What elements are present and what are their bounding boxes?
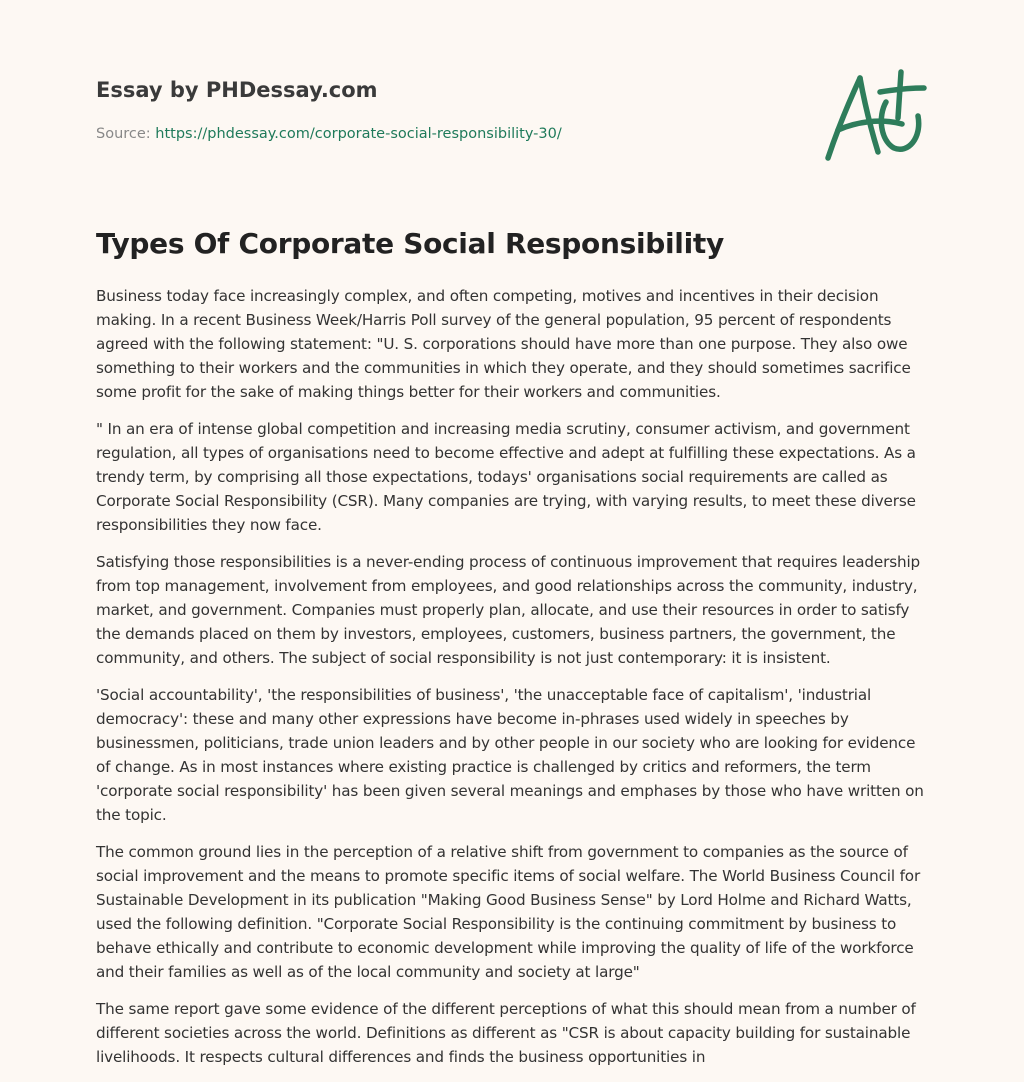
- essay-paragraph: " In an era of intense global competition and increasing media scrutiny, consumer activism, and government regulation, all types of organisations need to become effective and adept at fulfilling these expectations. As a trendy term, by comprising all those expectations, todays' organisations social requirements are called as Corporate Social Responsibility (CSR). Many companies are trying, with varying results, to meet these diverse responsibilities they now face.: [96, 420, 916, 534]
- source-link[interactable]: https://phdessay.com/corporate-social-responsibility-30/: [155, 126, 562, 142]
- essay-paragraph: The same report gave some evidence of the different perceptions of what this should mean from a number of different societies across the world. Definitions as different as "CSR is about capacity building for sustainable livelihoods. It respects cultural differences and finds the business opportunities in: [96, 1000, 916, 1066]
- site-title: Essay by PHDessay.com: [96, 78, 378, 102]
- essay-paragraph: Business today face increasingly complex, and often competing, motives and incentives in their decision making. In a recent Business Week/Harris Poll survey of the general population, 95 percent of respondents agreed with the following statement: "U. S. corporations should have more than one purpose. They also owe something to their workers and the communities in which they operate, and they should sometimes sacrifice some profit for the sake of making things better for their workers and communities.: [96, 287, 911, 401]
- source-line: [96, 124, 796, 144]
- page-header: [96, 76, 796, 144]
- essay-body: [96, 284, 930, 1082]
- a-plus-logo: [818, 64, 930, 168]
- essay-paragraph: 'Social accountability', 'the responsibilities of business', 'the unacceptable face of capitalism', 'industrial democracy': these and many other expressions have become in-phrases used widely in speeches by businessmen, politicians, trade union leaders and by other people in our society who are looking for evidence of change. As in most instances where existing practice is challenged by critics and reformers, the term 'corporate social responsibility' has been given several meanings and emphases by those who have written on the topic.: [96, 686, 924, 824]
- essay-paragraph: The common ground lies in the perception of a relative shift from government to companies as the source of social improvement and the means to promote specific items of social welfare. The World Business Council for Sustainable Development in its publication "Making Good Business Sense" by Lord Holme and Richard Watts, used the following definition. "Corporate Social Responsibility is the continuing commitment by business to behave ethically and contribute to economic development while improving the quality of life of the workforce and their families as well as of the local community and society at large": [96, 843, 921, 981]
- essay-title: Types Of Corporate Social Responsibility: [96, 227, 724, 260]
- source-label: Source:: [96, 126, 151, 142]
- essay-paragraph: Satisfying those responsibilities is a never-ending process of continuous improvement that requires leadership from top management, involvement from employees, and good relationships across the community, industry, market, and government. Companies must properly plan, allocate, and use their resources in order to satisfy the demands placed on them by investors, employees, customers, business partners, the government, the community, and others. The subject of social responsibility is not just contemporary: it is insistent.: [96, 553, 921, 667]
